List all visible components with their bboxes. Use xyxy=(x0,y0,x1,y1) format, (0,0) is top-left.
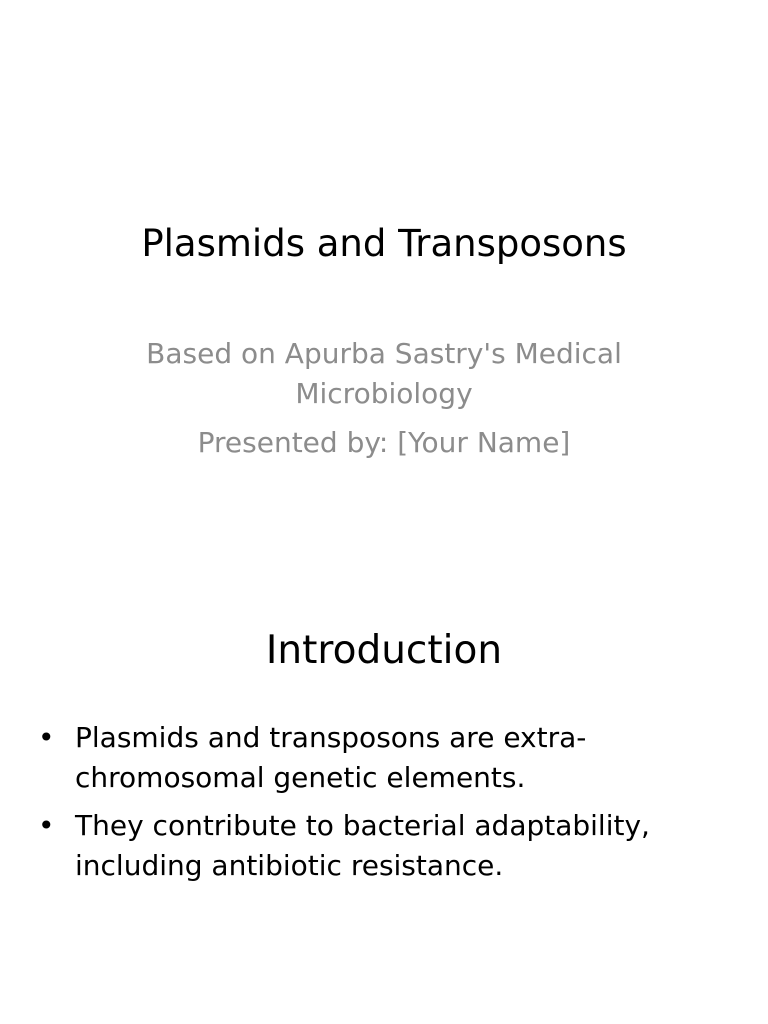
slide-introduction xyxy=(0,512,768,1024)
introduction-bullet-list xyxy=(38,718,698,894)
slide-subtitle xyxy=(120,334,648,463)
bullet-item xyxy=(38,718,698,798)
subtitle-source: Based on Apurba Sastry's Medical Microbiology xyxy=(146,337,622,410)
bullet-dot-icon: • xyxy=(38,809,55,842)
slide-title-heading: Plasmids and Transposons xyxy=(141,222,627,265)
bullet-text: Plasmids and transposons are extra-chromosomal genetic elements. xyxy=(75,721,587,794)
bullet-dot-icon: • xyxy=(38,721,55,754)
introduction-heading: Introduction xyxy=(265,628,503,673)
bullet-item xyxy=(38,806,698,886)
bullet-text: They contribute to bacterial adaptability, including antibiotic resistance. xyxy=(75,809,650,882)
subtitle-presenter: Presented by: [Your Name] xyxy=(197,426,571,459)
